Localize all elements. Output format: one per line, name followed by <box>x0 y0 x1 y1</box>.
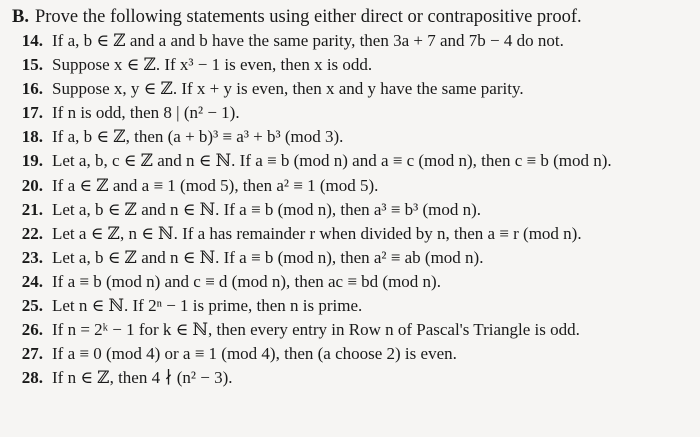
problem-statement: Suppose x ∈ ℤ. If x³ − 1 is even, then x is odd. <box>52 55 373 75</box>
problem-statement: If a ≡ 0 (mod 4) or a ≡ 1 (mod 4), then (a choose 2) is even. <box>52 344 457 364</box>
section-instruction: Prove the following statements using either direct or contrapositive proof. <box>34 7 582 27</box>
problem-statement: If a ≡ b (mod n) and c ≡ d (mod n), then ac ≡ bd (mod n). <box>52 271 441 291</box>
problem-statement: Let n ∈ ℕ. If 2ⁿ − 1 is prime, then n is prime. <box>52 296 363 316</box>
problem-item <box>12 294 700 318</box>
problem-statement: If n ∈ ℤ, then 4 ∤ (n² − 3). <box>52 368 233 388</box>
problem-statement: If a, b ∈ ℤ and a and b have the same parity, then 3a + 7 and 7b − 4 do not. <box>52 31 564 50</box>
problem-number: 25. <box>21 296 43 316</box>
problem-statement: If n = 2ᵏ − 1 for k ∈ ℕ, then every entry in Row n of Pascal's Triangle is odd. <box>52 320 580 340</box>
problem-number: 28. <box>21 368 43 388</box>
problem-statement: Let a, b ∈ ℤ and n ∈ ℕ. If a ≡ b (mod n), then a² ≡ ab (mod n). <box>52 247 484 267</box>
problem-number: 24. <box>21 271 43 291</box>
problem-item <box>12 101 700 125</box>
problem-number: 19. <box>21 151 43 171</box>
problem-item <box>12 29 700 53</box>
problem-number: 21. <box>21 199 43 219</box>
problem-number: 26. <box>21 320 43 340</box>
problem-item <box>12 270 700 294</box>
problem-number: 27. <box>21 344 43 364</box>
problem-item <box>12 222 700 246</box>
problem-statement: If a, b ∈ ℤ, then (a + b)³ ≡ a³ + b³ (mod 3). <box>52 127 344 147</box>
problem-item <box>12 77 700 101</box>
problem-item <box>12 246 700 270</box>
problem-statement: Let a, b ∈ ℤ and n ∈ ℕ. If a ≡ b (mod n), then a³ ≡ b³ (mod n). <box>52 199 482 219</box>
problem-item <box>12 318 700 342</box>
section-heading <box>12 5 700 29</box>
problem-statement: Suppose x, y ∈ ℤ. If x + y is even, then x and y have the same parity. <box>52 79 524 99</box>
problem-item <box>12 198 700 222</box>
problem-list <box>12 29 700 390</box>
problem-statement: If a ∈ ℤ and a ≡ 1 (mod 5), then a² ≡ 1 (mod 5). <box>52 175 379 195</box>
problem-number: 18. <box>21 127 43 147</box>
problem-item <box>12 125 700 149</box>
problem-item <box>12 366 700 390</box>
problem-item <box>12 53 700 77</box>
problem-number: 15. <box>21 55 43 75</box>
problem-statement: Let a ∈ ℤ, n ∈ ℕ. If a has remainder r when divided by n, then a ≡ r (mod n). <box>52 223 582 243</box>
problem-number: 20. <box>21 175 43 195</box>
section-label: B. <box>12 7 29 27</box>
problem-statement: Let a, b, c ∈ ℤ and n ∈ ℕ. If a ≡ b (mod n) and a ≡ c (mod n), then c ≡ b (mod n). <box>52 151 612 171</box>
problem-number: 23. <box>21 247 43 267</box>
problem-number: 14. <box>21 31 43 50</box>
problem-number: 16. <box>21 79 43 99</box>
problem-number: 17. <box>21 103 43 123</box>
problem-item <box>12 149 700 173</box>
problem-statement: If n is odd, then 8 | (n² − 1). <box>52 103 240 123</box>
problem-item <box>12 342 700 366</box>
problem-item <box>12 174 700 198</box>
problem-number: 22. <box>21 223 43 243</box>
